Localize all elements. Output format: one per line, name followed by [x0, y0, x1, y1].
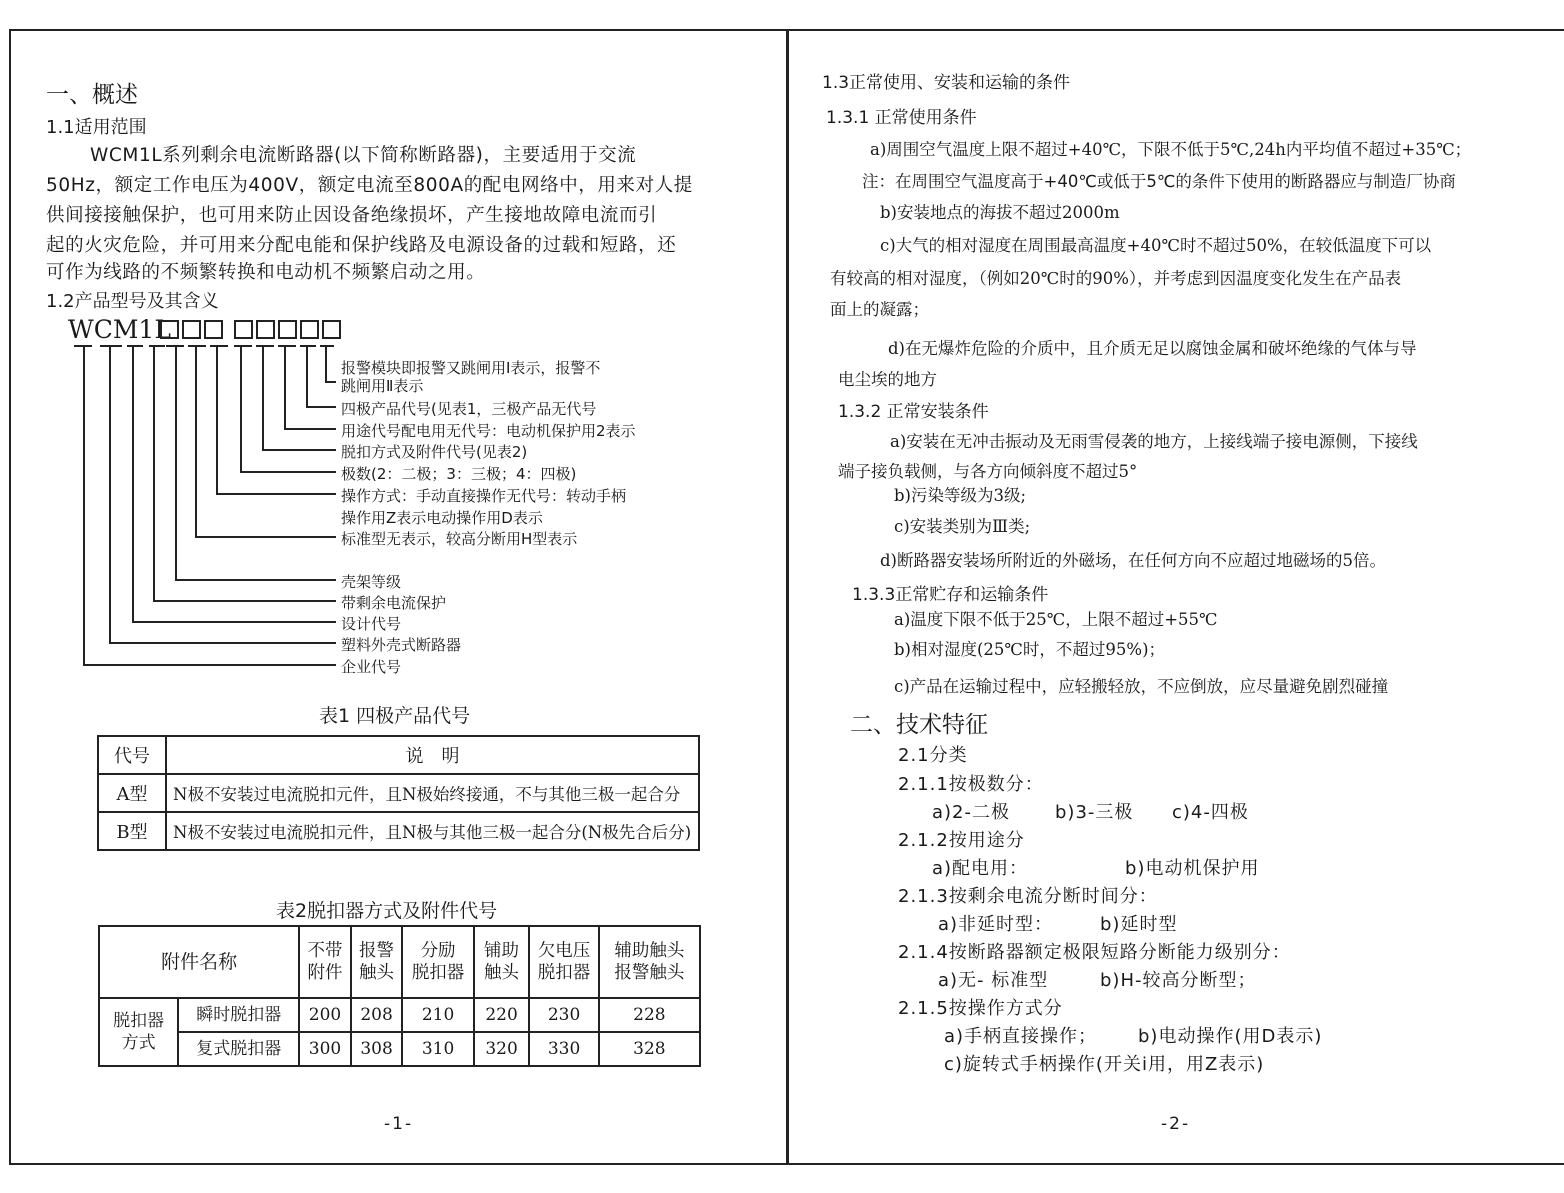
page-number-1: -1-: [384, 1114, 414, 1134]
storage-b: b)相对湿度(25℃时，不超过95%)；: [894, 640, 1166, 659]
scope-line-3: 供间接接触保护，也可用来防止因设备绝缘损坏，产生接地故障电流而引: [46, 205, 658, 226]
operation-item-b: b)电动操作(用D表示): [1138, 1026, 1323, 1047]
table2-cell: 310: [402, 1032, 473, 1066]
breaking-item-a: a)无- 标准型: [938, 970, 1049, 991]
usage-a: a)周围空气温度上限不超过+40℃，下限不低于5℃,24h内平均值不超过+35℃；: [870, 140, 1472, 159]
table2-col-header: 欠电压 脱扣器: [529, 926, 599, 998]
table-row: [99, 998, 700, 1032]
section-2-1-1-title: 2.1.1按极数分：: [898, 774, 1044, 795]
legend-poles: 极数(2：二极；3：三极；4：四极): [341, 465, 577, 483]
usage-item-a: a)配电用：: [932, 858, 1029, 879]
storage-a: a)温度下限不低于25℃，上限不超过+55℃: [894, 610, 1218, 629]
table2-col-header: 辅助触头 报警触头: [599, 926, 700, 998]
legend-trip-mode: 脱扣方式及附件代号(见表2): [341, 443, 528, 461]
legend-operation-1: 操作方式：手动直接操作无代号：转动手柄: [341, 487, 627, 505]
scope-line-4: 起的火灾危险，并可用来分配电能和保护线路及电源设备的过载和短路，还: [46, 235, 677, 256]
legend-design-code: 设计代号: [341, 615, 402, 633]
table2-cell: 328: [599, 1032, 700, 1066]
table-row: [98, 812, 699, 850]
table2-cell: 320: [474, 1032, 529, 1066]
breaking-item-b: b)H-较高分断型；: [1100, 970, 1257, 991]
section-1-3-title: 1.3正常使用、安装和运输的条件: [822, 73, 1071, 93]
table-row: [98, 774, 699, 812]
table1-cell: B型: [98, 812, 166, 850]
usage-item-b: b)电动机保护用: [1125, 858, 1260, 879]
table1-cell: N极不安装过电流脱扣元件，且N极始终接通，不与其他三极一起合分: [166, 774, 699, 812]
scope-line-5: 可作为线路的不频繁转换和电动机不频繁启动之用。: [46, 262, 486, 283]
scope-line-1: WCM1L系列剩余电流断路器(以下简称断路器)，主要适用于交流: [90, 145, 637, 166]
table2-row-label: 瞬时脱扣器: [178, 998, 299, 1032]
legend-residual-current: 带剩余电流保护: [341, 594, 447, 612]
section-1-3-2-title: 1.3.2 正常安装条件: [838, 402, 989, 422]
table1-cell: N极不安装过电流脱扣元件，且N极与其他三极一起合分(N极先合后分): [166, 812, 699, 850]
legend-alarm-module-2: 跳闸用Ⅱ表示: [341, 377, 424, 395]
legend-operation-2: 操作用Z表示电动操作用D表示: [341, 509, 543, 527]
table2-header-name: 附件名称: [99, 926, 299, 998]
poles-item-a: a)2-二极: [932, 802, 1010, 823]
section-2-1-title: 2.1分类: [898, 745, 968, 766]
usage-b: b)安装地点的海拔不超过2000m: [880, 203, 1120, 222]
legend-alarm-module-1: 报警模块即报警又跳闸用I表示，报警不: [341, 359, 601, 377]
model-prefix: WCM1L: [68, 315, 171, 344]
section-1-3-1-title: 1.3.1 正常使用条件: [826, 108, 977, 128]
install-a-1: a)安装在无冲击振动及无雨雪侵袭的地方，上接线端子接电源侧，下接线: [890, 432, 1418, 451]
table-row: [98, 736, 699, 774]
legend-frame-class: 壳架等级: [341, 573, 402, 591]
scope-line-2: 50Hz，额定工作电压为400V，额定电流至800A的配电网络中，用来对人提: [46, 175, 693, 196]
usage-d-1: d)在无爆炸危险的介质中，且介质无足以腐蚀金属和破坏绝缘的气体与导: [888, 339, 1417, 358]
section-2-1-5-title: 2.1.5按操作方式分: [898, 998, 1063, 1019]
storage-c: c)产品在运输过程中，应轻搬轻放，不应倒放，应尽量避免剧烈碰撞: [894, 677, 1389, 696]
subsection-title-model: 1.2产品型号及其含义: [46, 291, 219, 312]
install-b: b)污染等级为3级;: [894, 486, 1027, 505]
table2-cell: 200: [299, 998, 351, 1032]
time-item-b: b)延时型: [1100, 914, 1178, 935]
table2: [98, 925, 701, 1067]
table2-row-label: 复式脱扣器: [178, 1032, 299, 1066]
operation-item-c: c)旋转式手柄操作(开关i用，用Z表示): [944, 1054, 1265, 1075]
table1-header-code: 代号: [98, 736, 166, 774]
legend-breaking-type: 标准型无表示，较高分断用H型表示: [341, 530, 578, 548]
poles-item-c: c)4-四极: [1172, 802, 1249, 823]
usage-note: 注：在周围空气温度高于+40℃或低于5℃的条件下使用的断路器应与制造厂协商: [862, 172, 1456, 191]
usage-d-2: 电尘埃的地方: [838, 370, 937, 389]
table2-col-header: 分励 脱扣器: [402, 926, 473, 998]
install-c: c)安装类别为Ⅲ类;: [894, 517, 1031, 536]
table2-group-label: 脱扣器 方式: [99, 998, 178, 1066]
table2-caption: 表2脱扣器方式及附件代号: [276, 900, 498, 922]
section-2-1-4-title: 2.1.4按断路器额定极限短路分断能力级别分：: [898, 942, 1291, 963]
table1-caption: 表1 四极产品代号: [319, 705, 471, 727]
table2-cell: 230: [529, 998, 599, 1032]
table2-cell: 208: [351, 998, 403, 1032]
section-1-3-3-title: 1.3.3正常贮存和运输条件: [852, 585, 1049, 605]
section-2-1-3-title: 2.1.3按剩余电流分断时间分：: [898, 886, 1158, 907]
usage-c-3: 面上的凝露；: [830, 300, 929, 319]
install-a-2: 端子接负载侧，与各方向倾斜度不超过5°: [838, 462, 1138, 481]
install-d: d)断路器安装场所附近的外磁场，在任何方向不应超过地磁场的5倍。: [880, 551, 1386, 570]
section-2-1-2-title: 2.1.2按用途分: [898, 830, 1025, 851]
table1: [97, 735, 700, 851]
table2-col-header: 铺助 触头: [474, 926, 529, 998]
table2-cell: 228: [599, 998, 700, 1032]
table-row: [99, 926, 700, 998]
usage-c-1: c)大气的相对湿度在周围最高温度+40℃时不超过50%，在较低温度下可以: [880, 236, 1432, 255]
operation-item-a: a)手柄直接操作；: [944, 1026, 1098, 1047]
table2-cell: 308: [351, 1032, 403, 1066]
table1-header-desc: 说 明: [166, 736, 699, 774]
legend-moulded-case: 塑料外壳式断路器: [341, 636, 462, 654]
legend-four-pole: 四极产品代号(见表1，三极产品无代号: [341, 400, 597, 418]
table2-cell: 330: [529, 1032, 599, 1066]
page-number-2: -2-: [1161, 1114, 1191, 1134]
table1-cell: A型: [98, 774, 166, 812]
table2-col-header: 报警 触头: [351, 926, 403, 998]
section-title-technical: 二、技术特征: [850, 712, 988, 738]
subsection-title-scope: 1.1适用范围: [46, 117, 147, 138]
table2-col-header: 不带 附件: [299, 926, 351, 998]
section-title-overview: 一、概述: [46, 82, 138, 108]
legend-usage: 用途代号配电用无代号：电动机保护用2表示: [341, 422, 636, 440]
time-item-a: a)非延时型：: [938, 914, 1054, 935]
table2-cell: 220: [474, 998, 529, 1032]
poles-item-b: b)3-三极: [1055, 802, 1134, 823]
usage-c-2: 有较高的相对湿度，（例如20℃时的90%），并考虑到因温度变化发生在产品表: [830, 269, 1402, 288]
table2-cell: 300: [299, 1032, 351, 1066]
table-row: [99, 1032, 700, 1066]
table2-cell: 210: [402, 998, 473, 1032]
legend-enterprise-code: 企业代号: [341, 658, 402, 676]
